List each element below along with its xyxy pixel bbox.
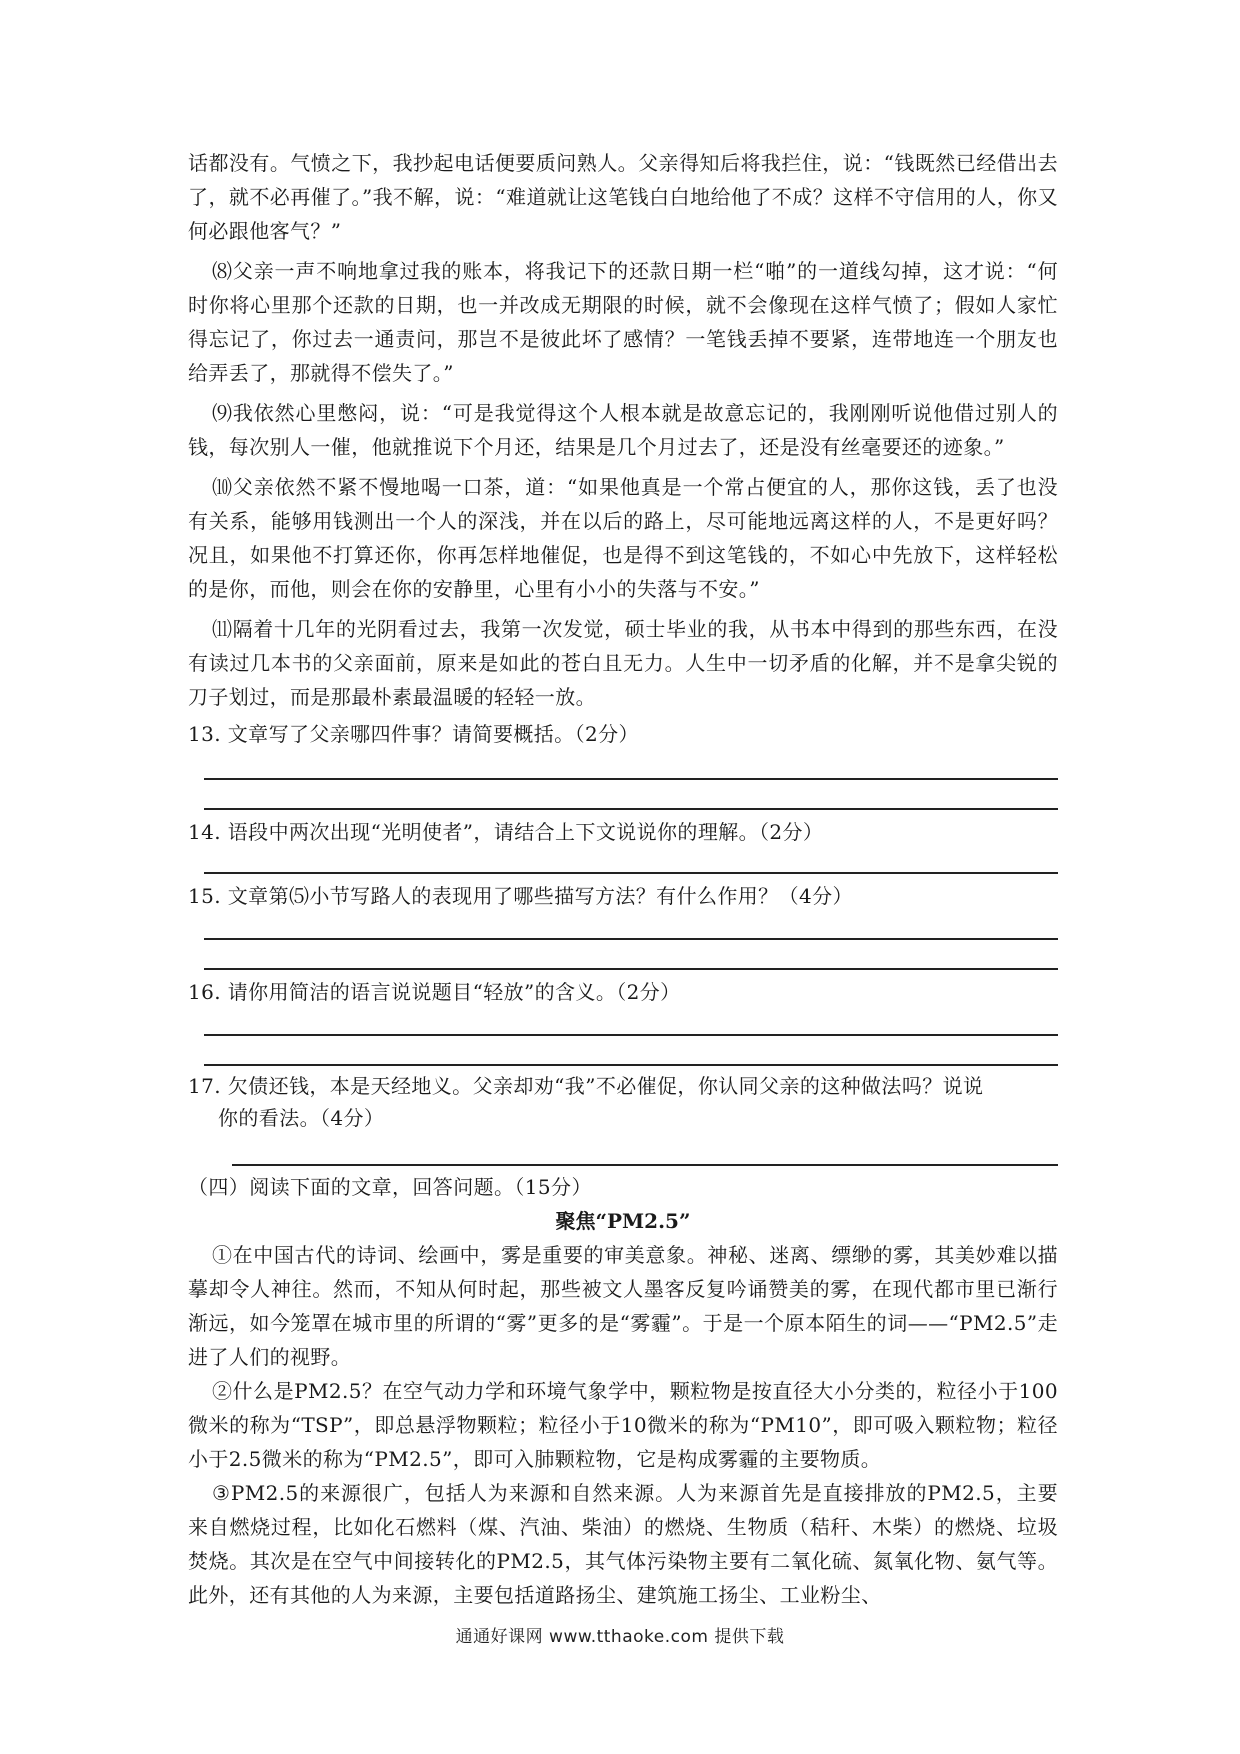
article-paragraph-1: ①在中国古代的诗词、绘画中，雾是重要的审美意象。神秘、迷离、缥缈的雾，其美妙难以描摹却令人神往。然而，不知从何时起，那些被文人墨客反复吟诵赞美的雾，在现代都市里已渐行渐远，如今笼罩在城市里的所谓的“雾”更多的是“雾霾”。于是一个原本陌生的词——“PM2.5”走进了人们的视野。	[188, 1243, 1058, 1369]
answer-line[interactable]	[204, 938, 1058, 940]
question-16	[188, 976, 1058, 1066]
section-4-heading: （四）阅读下面的文章，回答问题。（15分）	[188, 1175, 592, 1199]
answer-line[interactable]	[232, 1164, 1058, 1166]
story-paragraph-11: ⑾隔着十几年的光阴看过去，我第一次发觉，硕士毕业的我，从书本中得到的那些东西，在没有读过几本书的父亲面前，原来是如此的苍白且无力。人生中一切矛盾的化解，并不是拿尖锐的刀子划过，而是那最朴素最温暖的轻轻一放。	[188, 617, 1058, 709]
answer-line[interactable]	[204, 968, 1058, 970]
answer-line[interactable]	[204, 1034, 1058, 1036]
page-footer: 通通好课网 www.tthaoke.com 提供下载	[455, 1627, 785, 1647]
answer-line[interactable]	[204, 1064, 1058, 1066]
story-paragraph-10: ⑽父亲依然不紧不慢地喝一口茶，道：“如果他真是一个常占便宜的人，那你这钱，丢了也没有关系，能够用钱测出一个人的深浅，并在以后的路上，尽可能地远离这样的人，不是更好吗？况且，如果他不打算还你，你再怎样地催促，也是得不到这笔钱的，不如心中先放下，这样轻松的是你，而他，则会在你的安静里，心里有小小的失落与不安。”	[188, 475, 1058, 601]
answer-line[interactable]	[204, 778, 1058, 780]
article-paragraph-2: ②什么是PM2.5？在空气动力学和环境气象学中，颗粒物是按直径大小分类的，粒径小于100微米的称为“TSP”，即总悬浮物颗粒；粒径小于10微米的称为“PM10”，即可吸入颗粒物；粒径小于2.5微米的称为“PM2.5”，即可入肺颗粒物，它是构成雾霾的主要物质。	[188, 1379, 1058, 1471]
story-paragraph-9: ⑼我依然心里憋闷，说：“可是我觉得这个人根本就是故意忘记的，我刚刚听说他借过别人的钱，每次别人一催，他就推说下个月还，结果是几个月过去了，还是没有丝毫要还的迹象。”	[188, 401, 1058, 459]
story-paragraph-8: ⑻父亲一声不响地拿过我的账本，将我记下的还款日期一栏“啪”的一道线勾掉，这才说：“何时你将心里那个还款的日期，也一并改成无期限的时候，就不会像现在这样气愤了；假如人家忙得忘记了，你过去一通责问，那岂不是彼此坏了感情？一笔钱丢掉不要紧，连带地连一个朋友也给弄丢了，那就得不偿失了。”	[188, 259, 1058, 385]
answer-line[interactable]	[204, 808, 1058, 810]
question-13	[188, 718, 1058, 810]
article-title: 聚焦“PM2.5”	[555, 1209, 691, 1233]
question-17-text-line2: 你的看法。（4分）	[218, 1106, 385, 1130]
answer-line[interactable]	[204, 872, 1058, 874]
article-paragraph-3: ③PM2.5的来源很广，包括人为来源和自然来源。人为来源首先是直接排放的PM2.5，主要来自燃烧过程，比如化石燃料（煤、汽油、柴油）的燃烧、生物质（秸秆、木柴）的燃烧、垃圾焚烧。其次是在空气中间接转化的PM2.5，其气体污染物主要有二氧化硫、氮氧化物、氨气等。此外，还有其他的人为来源，主要包括道路扬尘、建筑施工扬尘、工业粉尘、	[188, 1481, 1058, 1607]
question-17-text-line1: 17. 欠债还钱，本是天经地义。父亲却劝“我”不必催促，你认同父亲的这种做法吗？说说	[188, 1074, 984, 1098]
document-page	[188, 146, 1058, 1612]
question-16-text: 16. 请你用简洁的语言说说题目“轻放”的含义。（2分）	[188, 980, 681, 1004]
story-paragraph-7-continued: 话都没有。气愤之下，我抄起电话便要质问熟人。父亲得知后将我拦住，说：“钱既然已经借出去了，就不必再催了。”我不解，说：“难道就让这笔钱白白地给他了不成？这样不守信用的人，你又何必跟他客气？”	[188, 151, 1058, 243]
question-14	[188, 816, 1058, 874]
question-15-text: 15. 文章第⑸小节写路人的表现用了哪些描写方法？有什么作用？（4分）	[188, 884, 853, 908]
question-14-text: 14. 语段中两次出现“光明使者”，请结合上下文说说你的理解。（2分）	[188, 820, 824, 844]
question-15	[188, 880, 1058, 970]
question-13-text: 13. 文章写了父亲哪四件事？请简要概括。（2分）	[188, 722, 639, 746]
question-17	[188, 1070, 1058, 1166]
